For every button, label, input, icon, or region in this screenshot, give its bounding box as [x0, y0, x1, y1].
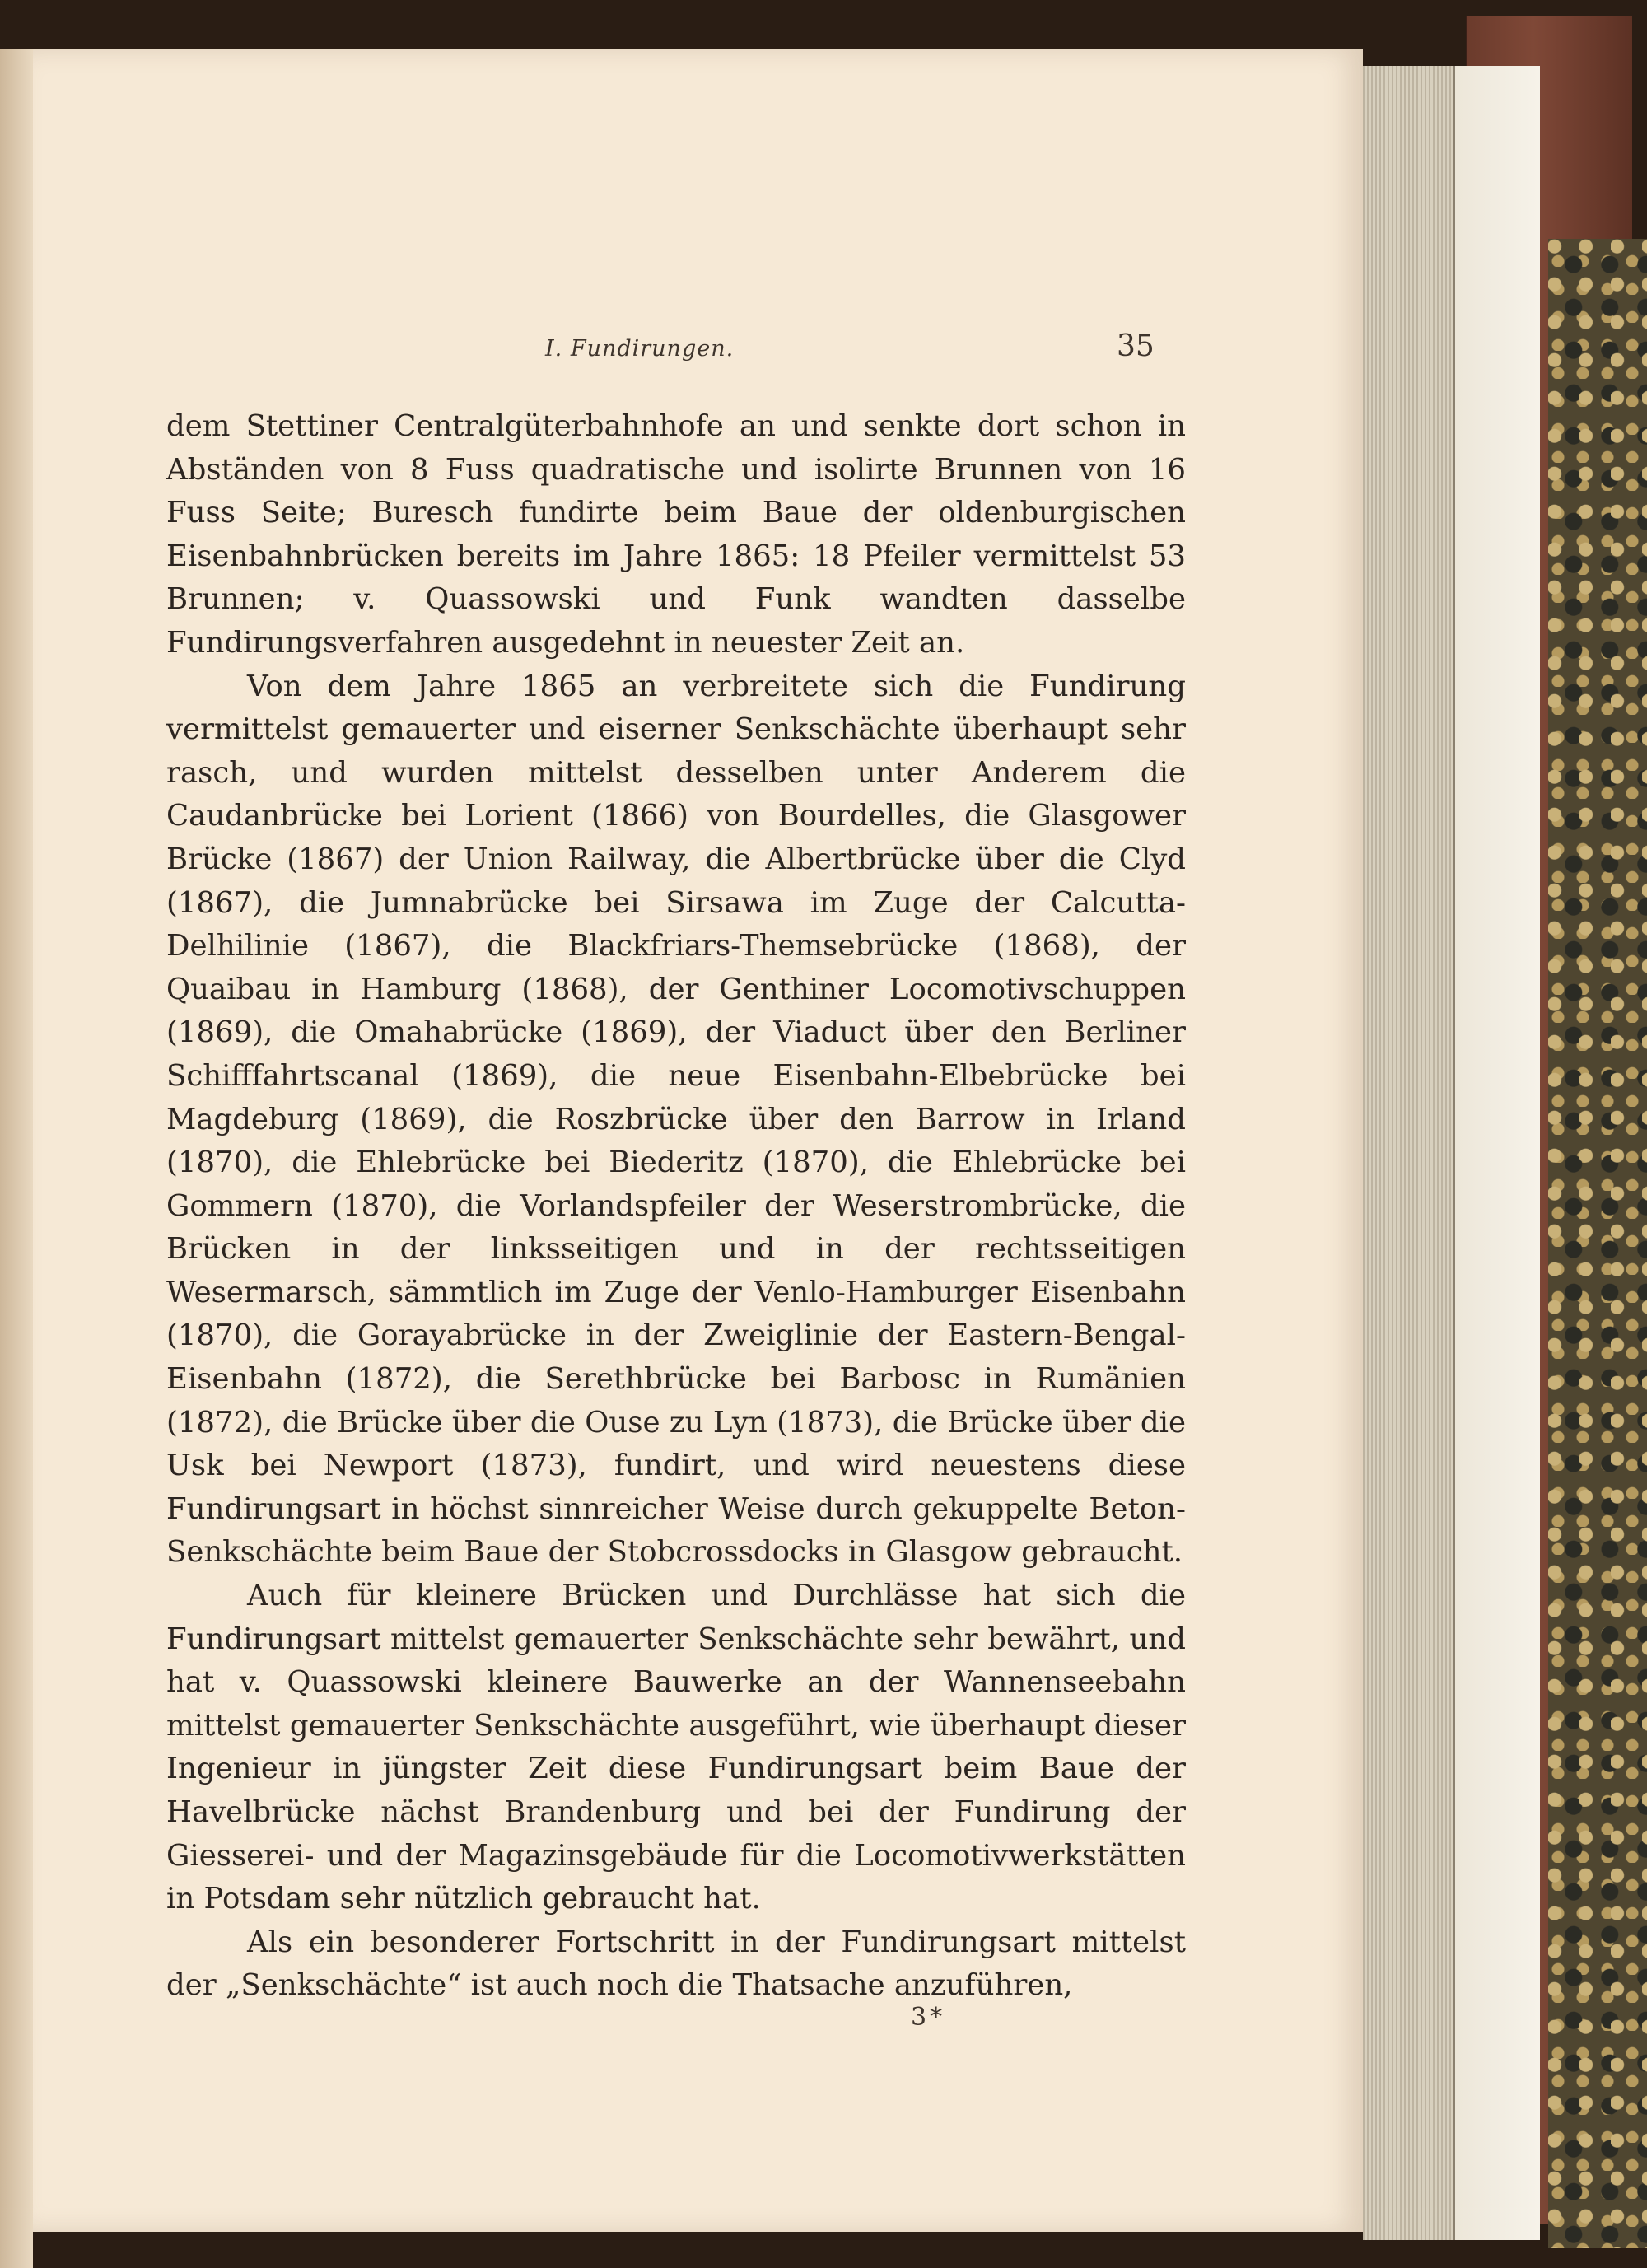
page-edges: [1363, 66, 1455, 2240]
page-number: 35: [1117, 329, 1155, 363]
paragraph-2: Von dem Jahre 1865 an verbreitete sich die Fundirung vermittelst gemauerter und eiserner Senkschächte überhaupt sehr rasch, und wurden mittelst desselben unter Anderem die Caudanbrücke bei Lorient (1866) von Bourdelles, die Glasgower Brücke (1867) der Union Railway, die Albertbrücke über die Clyd (1867), die Jumnabrücke bei Sirsawa im Zuge der Calcutta-Delhilinie (1867), die Blackfriars-Themsebrücke (1868), der Quaibau in Hamburg (1868), der Genthiner Locomotivschuppen (1869), die Omahabrücke (1869), der Viaduct über den Berliner Schifffahrtscanal (1869), die neue Eisenbahn-Elbebrücke bei Magdeburg (1869), die Roszbrücke über den Barrow in Irland (1870), die Ehlebrücke bei Biederitz (1870), die Ehlebrücke bei Gommern (1870), die Vorlandspfeiler der Weserstrombrücke, die Brücken in der linksseitigen und in der rechtsseitigen Wesermarsch, sämmtlich im Zuge der Venlo-Hamburger Eisenbahn (1870), die Gorayabrücke in der Zweiglinie der Eastern-Bengal-Eisenbahn (1872), die Serethbrücke bei Barbosc in Rumänien (1872), die Brücke über die Ouse zu Lyn (1873), die Brücke über die Usk bei Newport (1873), fundirt, und wird neuestens diese Fundirungsart in höchst sinnreicher Weise durch gekuppelte Beton-Senkschächte beim Baue der Stobcrossdocks in Glasgow gebraucht.: [166, 669, 1186, 1570]
paragraph-1: dem Stettiner Centralgüterbahnhofe an und senkte dort schon in Abständen von 8 Fuss quadratische und isolirte Brunnen von 16 Fuss Seite; Buresch fundirte beim Baue der oldenburgischen Eisenbahnbrücken bereits im Jahre 1865: 18 Pfeiler vermittelst 53 Brunnen; v. Quassowski und Funk wandten dasselbe Fundirungsverfahren ausgedehnt in neuester Zeit an.: [166, 409, 1186, 660]
body-text: [166, 405, 1186, 2008]
left-page-edge: [0, 49, 33, 2268]
running-head: [33, 329, 1363, 377]
paragraph-4: Als ein besonderer Fortschritt in der Fundirungsart mittelst der „Senkschächte“ ist auch noch die Thatsache anzuführen,: [166, 1925, 1186, 2003]
book-page: [33, 49, 1363, 2232]
signature-mark: 3*: [911, 2003, 946, 2032]
paragraph-3: Auch für kleinere Brücken und Durchlässe hat sich die Fundirungsart mittelst gemauerter Senkschächte sehr bewährt, und hat v. Quassowski kleinere Bauwerke an der Wannenseebahn mittelst gemauerter Senkschächte ausgeführt, wie überhaupt dieser Ingenieur in jüngster Zeit diese Fundirungsart beim Baue der Havelbrücke nächst Brandenburg und bei der Fundirung der Giesserei- und der Magazinsgebäude für die Locomotivwerkstätten in Potsdam sehr nützlich gebraucht hat.: [166, 1579, 1186, 1916]
section-title: I. Fundirungen.: [545, 336, 735, 362]
marbled-endpaper: [1548, 239, 1647, 2248]
flyleaf: [1449, 66, 1540, 2240]
